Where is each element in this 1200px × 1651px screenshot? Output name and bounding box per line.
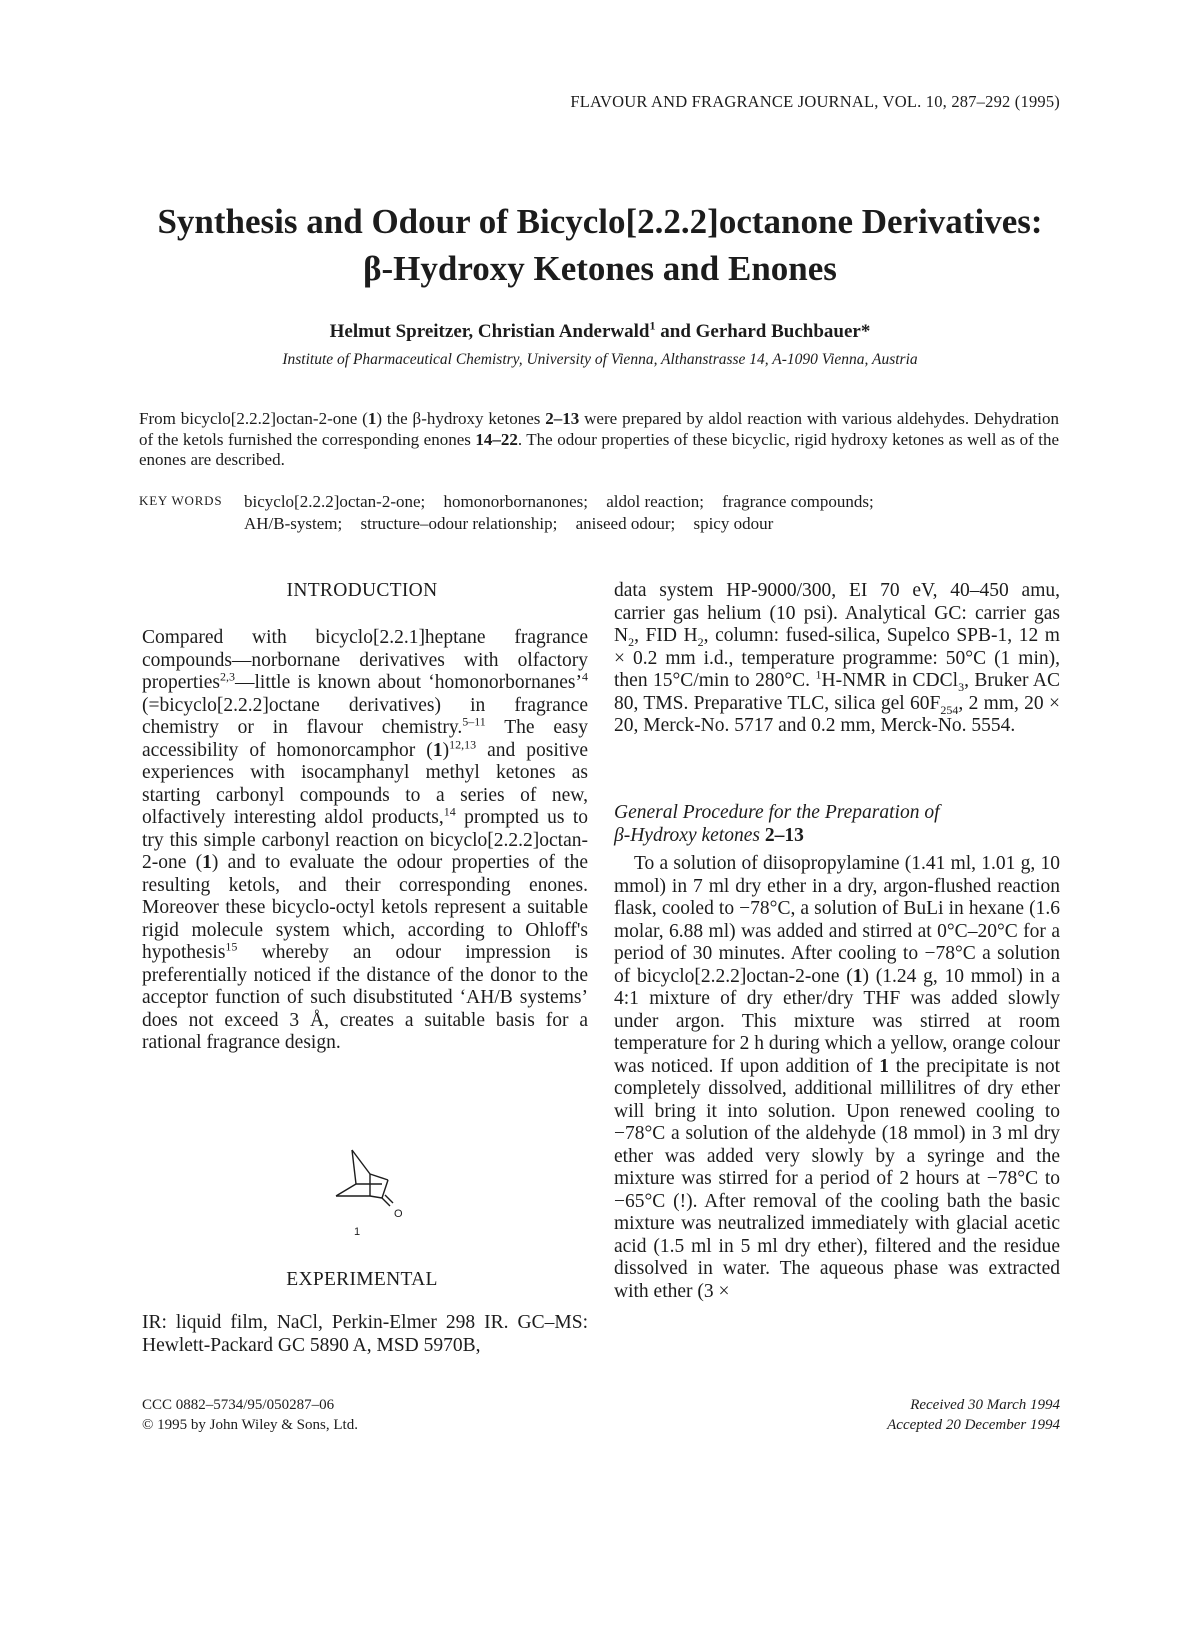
compound-ref: 14–22	[475, 429, 518, 449]
key-word: aldol reaction;	[606, 492, 704, 511]
introduction-heading: INTRODUCTION	[286, 580, 438, 601]
citation: 14	[443, 804, 456, 819]
copyright: © 1995 by John Wiley & Sons, Ltd.	[142, 1417, 358, 1433]
received-date: Received 30 March 1994	[910, 1397, 1060, 1413]
title-line-2: β-Hydroxy Ketones and Enones	[363, 249, 837, 288]
general-procedure-heading	[614, 802, 1060, 847]
author-footnote-mark: 1	[649, 318, 656, 333]
key-word: AH/B-system;	[244, 514, 343, 533]
compound-ref: 1	[432, 739, 443, 761]
compound-ref: 1	[852, 965, 863, 987]
abstract-text: were prepared by aldol reaction with various aldehydes. Dehydration of the ketols furnished the corresponding enones	[139, 409, 1059, 449]
key-word: spicy odour	[693, 514, 774, 533]
title-line-1: Synthesis and Odour of Bicyclo[2.2.2]octanone Derivatives:	[157, 202, 1043, 241]
experimental-heading: EXPERIMENTAL	[286, 1269, 438, 1290]
citation: 12,13	[449, 737, 477, 751]
instrumentation-paragraph: data system HP-9000/300, EI 70 eV, 40–450 amu, carrier gas helium (10 psi). Analytical GC: carrier gas $N_2$, FID $H_2$, column: fused-silica, Supelco SPB-1, 12 m × 0.2 mm i.d., temperature programme: 50°C (1 min), then 15°C/min to 280°C. $^1$H-NMR in CDCl$_3$, Bruker AC 80, TMS. Preparative TLC, silica gel $60F_{254}$, 2 mm, 20 × 20, Merck-No. 5717 and 0.2 mm, Merck-No. 5554.	[614, 580, 1060, 736]
abstract-text: ) the β-hydroxy ketones	[376, 409, 546, 428]
compound-ref: 1	[202, 852, 212, 873]
author-names-1: Helmut Spreitzer, Christian Anderwald	[329, 321, 650, 342]
footer-right	[760, 1395, 1060, 1435]
ccc-code: CCC 0882–5734/95/050287–06	[142, 1397, 335, 1413]
key-word: fragrance compounds;	[722, 492, 874, 511]
authors	[100, 318, 1100, 343]
citation: 15	[225, 939, 238, 954]
structure-bicyclooctanone	[330, 1140, 420, 1240]
key-word: aniseed odour;	[575, 514, 676, 533]
experimental-paragraph: IR: liquid film, NaCl, Perkin-Elmer 298 IR. GC–MS: Hewlett-Packard GC 5890 A, MSD 5970B,	[142, 1312, 588, 1356]
compound-ref: 2–13	[764, 824, 804, 846]
abstract-text: . The odour properties of these bicyclic, rigid hydroxy ketones as well as of the enones are described.	[139, 429, 1059, 469]
citation: 4	[582, 669, 588, 684]
compound-ref: 2–13	[545, 409, 580, 428]
structure-label: 1	[354, 1226, 361, 1238]
citation: 2,3	[219, 669, 235, 684]
key-word: bicyclo[2.2.2]octan-2-one;	[244, 492, 426, 511]
key-word: homonorbornanones;	[443, 492, 588, 511]
abstract-text: From bicyclo[2.2.2]octan-2-one (	[139, 409, 368, 428]
citation: 5–11	[462, 714, 486, 729]
compound-ref: 1	[367, 409, 377, 428]
compound-ref: 1	[879, 1055, 889, 1077]
article-title	[100, 198, 1100, 292]
procedure-paragraph: To a solution of diisopropylamine (1.41 ml, 1.01 g, 10 mmol) in 7 ml dry ether in a dry, argon-flushed reaction flask, cooled to −78°C, a solution of BuLi in hexane (1.6 molar, 6.88 ml) was added and stirred at 0°C–20°C for a period of 30 minutes. After cooling to −78°C a solution of bicyclo[2.2.2]octan-2-one (1) (1.24 g, 10 mmol) in a 4:1 mixture of dry ether/dry THF was added slowly under argon. This mixture was stirred at room temperature for 2 h during which a yellow, orange colour was noticed. If upon addition of 1 the precipitate is not completely dissolved, additional millilitres of dry ether will bring it into solution. Upon renewed cooling to −78°C a solution of the aldehyde (18 mmol) in 3 ml dry ether was added very slowly by a syringe and the mixture was stirred for a period of 2 hours at −78°C to −65°C (!). After removal of the cooling bath the basic mixture was neutralized immediately with glacial acetic acid (1.5 ml in 5 ml dry ether), filtered and the residue dissolved in water. The aqueous phase was extracted with ether (3 ×	[614, 853, 1060, 1302]
key-word: structure–odour relationship;	[360, 514, 558, 533]
introduction-paragraph: Compared with bicyclo[2.2.1]heptane fragrance compounds—norbornane derivatives with olfactory properties$^{2,3}$—little is known about ‘homonorbornanes’$^4$ (=bicyclo[2.2.2]octane derivatives) in fragrance chemistry or in flavour chemistry.$^{5-11}$ The easy accessibility of homonorcamphor $(1)^{12,13}$ and positive experiences with isocamphanyl methyl ketones as starting carbonyl compounds to a series of new, olfactively interesting aldol products,$^{14}$ prompted us to try this simple carbonyl reaction on bicyclo[2.2.2]octan-2-one (1) and to evaluate the odour properties of the resulting ketols, and their corresponding enones. Moreover these bicyclo-octyl ketols represent a suitable rigid molecule system which, according to Ohloff's hypothesis$^{15}$ whereby an odour impression is preferentially noticed if the distance of the donor to the acceptor function of such disubstituted ‘AH/B systems’ does not exceed 3 Å, creates a suitable basis for a rational fragrance design.	[142, 627, 588, 1053]
key-words-list	[244, 491, 1064, 535]
affiliation: Institute of Pharmaceutical Chemistry, University of Vienna, Althanstrasse 14, A-1090 Vienna, Austria	[282, 351, 918, 368]
journal-header: FLAVOUR AND FRAGRANCE JOURNAL, VOL. 10, 287–292 (1995)	[570, 92, 1060, 111]
heading-line: β-Hydroxy ketones 2–13	[614, 824, 804, 846]
oxygen-atom-label: O	[394, 1208, 403, 1220]
key-words-label: KEY WORDS	[139, 493, 223, 508]
abstract	[139, 409, 1059, 471]
footer-left	[142, 1395, 358, 1435]
accepted-date: Accepted 20 December 1994	[887, 1417, 1060, 1433]
author-names-2: and Gerhard Buchbauer*	[655, 321, 871, 342]
heading-line: General Procedure for the Preparation of	[614, 802, 940, 823]
